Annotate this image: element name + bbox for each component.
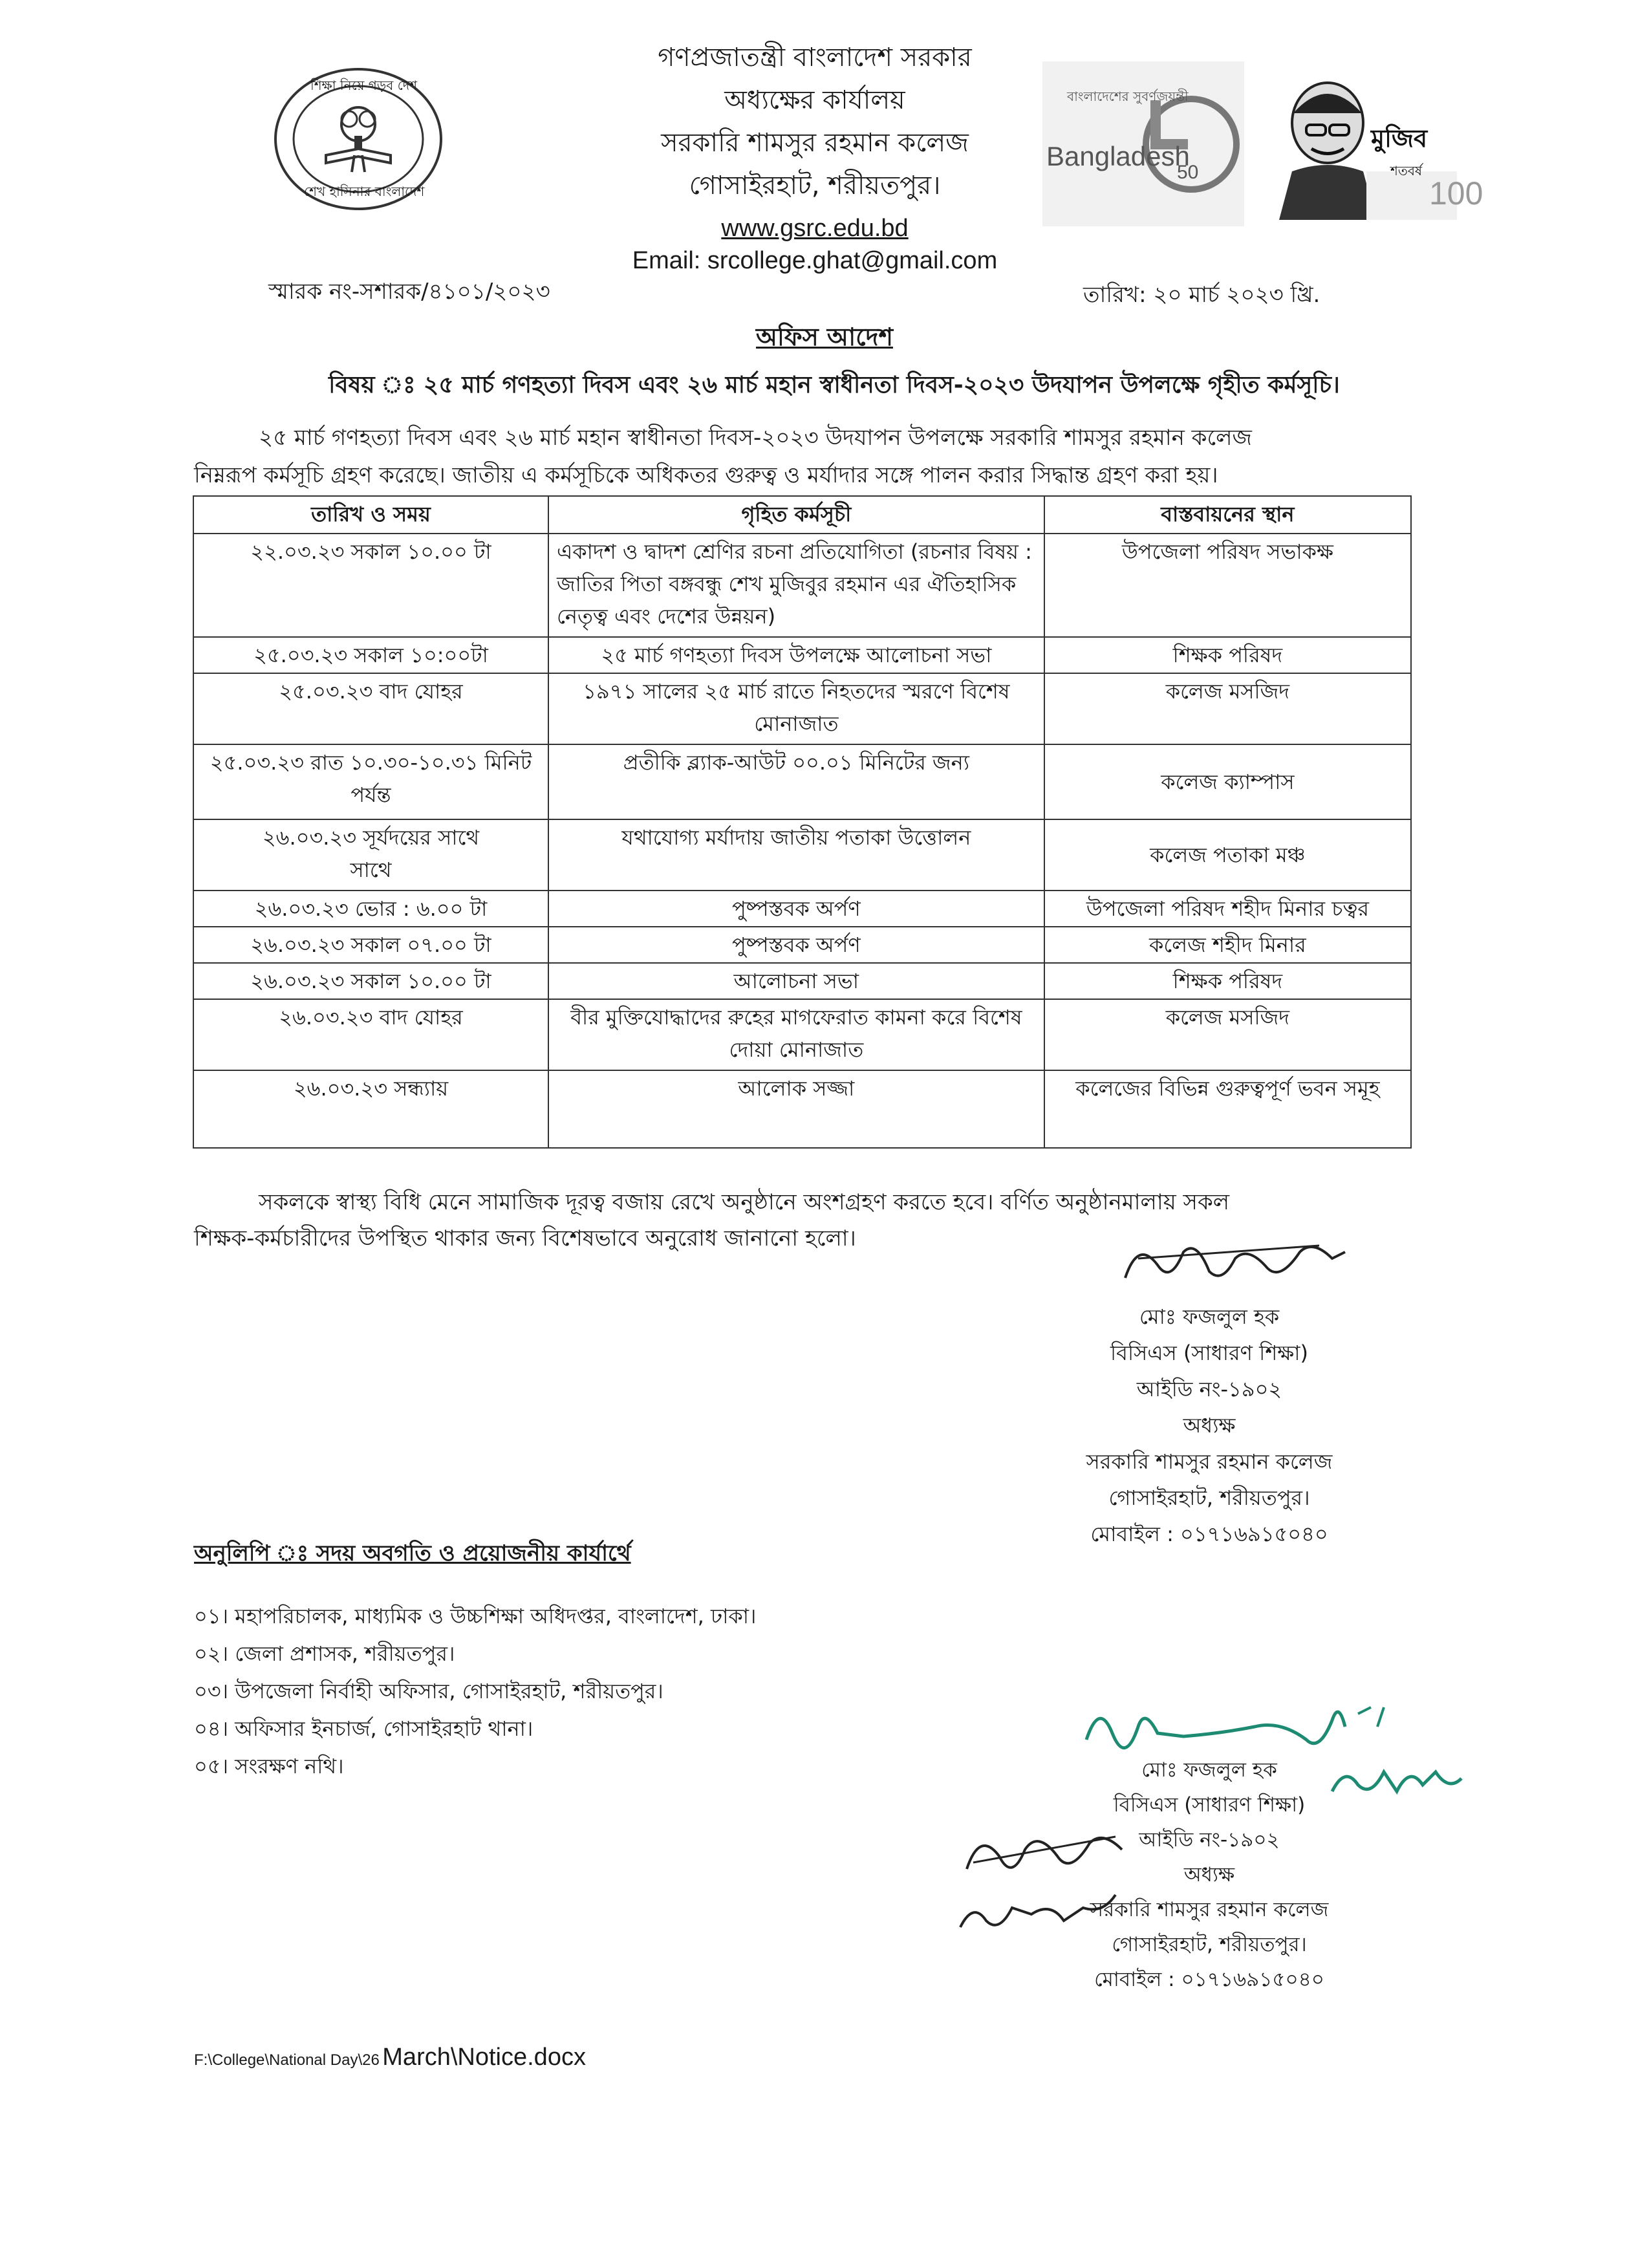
row-date: ২৫.০৩.২৩ রাত ১০.৩০-১০.৩১ মিনিট পর্যন্ত [193, 744, 548, 819]
table-row [193, 637, 1411, 673]
memo-reference: স্মারক নং-সশারক/৪১০১/২০২৩ [268, 279, 550, 305]
signatory-id: আইডি নং-১৯০২ [1136, 1377, 1282, 1401]
signatory-cadre: বিসিএস (সাধারণ শিক্ষা) [1110, 1341, 1308, 1365]
row-venue: শিক্ষক পরিষদ [1044, 963, 1411, 999]
mujib-word: মুজিব [1371, 124, 1428, 153]
row-venue: কলেজ মসজিদ [1044, 673, 1411, 744]
table-row [193, 673, 1411, 744]
closing-line-2: শিক্ষক-কর্মচারীদের উপস্থিত থাকার জন্য বিশেষভাবে অনুরোধ জানানো হলো। [194, 1226, 856, 1251]
row-venue: কলেজ শহীদ মিনার [1044, 927, 1411, 963]
signatory-block-2 [1009, 1753, 1410, 1997]
row-program: পুষ্পস্তবক অর্পণ [548, 891, 1044, 927]
mujib-sub: শতবর্ষ [1390, 163, 1422, 178]
table-row [193, 744, 1411, 819]
row-date: ২২.০৩.২৩ সকাল ১০.০০ টা [193, 534, 548, 637]
closing-line-1: সকলকে স্বাস্থ্য বিধি মেনে সামাজিক দূরত্ব বজায় রেখে অনুষ্ঠানে অংশগ্রহণ করতে হবে। বর্ণিত অনুষ্ঠানমালায় সকল [259, 1189, 1230, 1215]
row-date: ২৬.০৩.২৩ বাদ যোহর [193, 999, 548, 1070]
row-venue: কলেজ মসজিদ [1044, 999, 1411, 1070]
table-row [193, 891, 1411, 927]
row-program: প্রতীকি ব্ল্যাক-আউট ০০.০১ মিনিটের জন্য [548, 744, 1044, 819]
list-item: ০১। মহাপরিচালক, মাধ্যমিক ও উচ্চশিক্ষা অধিদপ্তর, বাংলাদেশ, ঢাকা। [194, 1604, 757, 1628]
signatory-cadre: বিসিএস (সাধারণ শিক্ষা) [1113, 1793, 1306, 1817]
header-address: গোসাইরহাট, শরীয়তপুর। [689, 171, 941, 200]
notice-title: অফিস আদেশ [756, 323, 893, 351]
signatory-designation: অধ্যক্ষ [1183, 1413, 1236, 1438]
header-website-link[interactable]: www.gsrc.edu.bd [721, 215, 909, 242]
header-email: Email: srcollege.ghat@gmail.com [632, 247, 998, 274]
table-header-row [193, 496, 1411, 534]
principal-signature-1 [1112, 1233, 1358, 1297]
row-date: ২৬.০৩.২৩ সন্ধ্যায় [193, 1070, 548, 1148]
signatory-name: মোঃ ফজলুল হক [1141, 1758, 1277, 1782]
table-row [193, 819, 1411, 891]
signatory-address: গোসাইরহাট, শরীয়তপুর। [1112, 1933, 1307, 1956]
signatory-institution: সরকারি শামসুর রহমান কলেজ [1090, 1898, 1329, 1921]
list-item: ০৪। অফিসার ইনচার্জ, গোসাইরহাট থানা। [194, 1716, 534, 1741]
row-venue: শিক্ষক পরিষদ [1044, 637, 1411, 673]
signatory-designation: অধ্যক্ষ [1183, 1863, 1235, 1886]
intro-line-2: নিম্নরূপ কর্মসূচি গ্রহণ করেছে। জাতীয় এ কর্মসূচিকে অধিকতর গুরুত্ব ও মর্যাদার সঙ্গে পালন করার সিদ্ধান্ত গ্রহণ করা হয়। [194, 462, 1218, 488]
signatory-institution: সরকারি শামসুর রহমান কলেজ [1086, 1449, 1333, 1474]
list-item: ০৩। উপজেলা নির্বাহী অফিসার, গোসাইরহাট, শরীয়তপুর। [194, 1679, 663, 1703]
row-venue: কলেজ পতাকা মঞ্চ [1044, 819, 1411, 891]
row-venue: উপজেলা পরিষদ শহীদ মিনার চত্বর [1044, 891, 1411, 927]
file-path-footer [194, 2044, 586, 2071]
intro-line-1: ২৫ মার্চ গণহত্যা দিবস এবং ২৬ মার্চ মহান স্বাধীনতা দিবস-২০২৩ উদযাপন উপলক্ষে সরকারি শামসুর রহমান কলেজ [259, 425, 1252, 451]
row-date: ২৬.০৩.২৩ সকাল ০৭.০০ টা [193, 927, 548, 963]
b50-word: Bangladesh [1046, 141, 1190, 171]
table-row [193, 963, 1411, 999]
table-row [193, 927, 1411, 963]
signatory-address: গোসাইরহাট, শরীয়তপুর। [1108, 1485, 1310, 1510]
row-program: আলোচনা সভা [548, 963, 1044, 999]
b50-number: 50 [1177, 162, 1199, 183]
row-venue: কলেজ ক্যাম্পাস [1044, 744, 1411, 819]
row-program: আলোক সজ্জা [548, 1070, 1044, 1148]
signatory-id: আইডি নং-১৯০২ [1139, 1828, 1280, 1852]
table-row [193, 1070, 1411, 1148]
header-venue: বাস্তবায়নের স্থান [1044, 496, 1411, 534]
header-office: অধ্যক্ষের কার্যালয় [724, 85, 905, 115]
row-program: পুষ্পস্তবক অর্পণ [548, 927, 1044, 963]
signatory-mobile: মোবাইল : ০১৭১৬৯১৫০৪০ [1094, 1968, 1324, 1991]
row-date: ২৫.০৩.২৩ সকাল ১০:০০টা [193, 637, 548, 673]
header-program: গৃহিত কর্মসূচী [548, 496, 1044, 534]
row-program: ১৯৭১ সালের ২৫ মার্চ রাতে নিহতদের স্মরণে বিশেষ মোনাজাত [548, 673, 1044, 744]
table-row [193, 534, 1411, 637]
copies-list [194, 1597, 756, 1785]
row-date: ২৬.০৩.২৩ ভোর : ৬.০০ টা [193, 891, 548, 927]
list-item: ০২। জেলা প্রশাসক, শরীয়তপুর। [194, 1641, 455, 1666]
table-row [193, 999, 1411, 1070]
row-program: একাদশ ও দ্বাদশ শ্রেণির রচনা প্রতিযোগিতা (রচনার বিষয় : জাতির পিতা বঙ্গবন্ধু শেখ মুজিবুর রহমান এর ঐতিহাসিক নেতৃত্ব এবং দেশের উন্নয়ন) [548, 534, 1044, 637]
signatory-name: মোঃ ফজলুল হক [1139, 1304, 1280, 1329]
seal-text-bottom: শেখ হাসিনার বাংলাদেশ [304, 184, 425, 199]
mujib-number: 100 [1429, 175, 1483, 211]
signatory-block-1 [1009, 1299, 1410, 1552]
file-path-prefix: F:\College\National Day\26 [194, 2051, 380, 2069]
row-program: যথাযোগ্য মর্যাদায় জাতীয় পতাকা উত্তোলন [548, 819, 1044, 891]
seal-text-top: শিক্ষা নিয়ে গড়ব দেশ [310, 78, 418, 93]
copies-title: অনুলিপি ঃ সদয় অবগতি ও প্রয়োজনীয় কার্যার্থে [194, 1540, 631, 1566]
row-venue: উপজেলা পরিষদ সভাকক্ষ [1044, 534, 1411, 637]
row-date: ২৬.০৩.২৩ সকাল ১০.০০ টা [193, 963, 548, 999]
header-college: সরকারি শামসুর রহমান কলেজ [661, 128, 969, 158]
list-item: ০৫। সংরক্ষণ নথি। [194, 1754, 344, 1778]
b50-caption: বাংলাদেশের সুবর্ণজয়ন্তী [1067, 89, 1189, 104]
memo-date: তারিখ: ২০ মার্চ ২০২৩ খ্রি. [1083, 282, 1320, 308]
row-date: ২৬.০৩.২৩ সূর্যদয়ের সাথে সাথে [193, 819, 548, 891]
row-date: ২৫.০৩.২৩ বাদ যোহর [193, 673, 548, 744]
file-path-filename: March\Notice.docx [382, 2044, 586, 2071]
header-date-time: তারিখ ও সময় [193, 496, 548, 534]
row-program: বীর মুক্তিযোদ্ধাদের রুহের মাগফেরাত কামনা করে বিশেষ দোয়া মোনাজাত [548, 999, 1044, 1070]
row-venue: কলেজের বিভিন্ন গুরুত্বপূর্ণ ভবন সমূহ [1044, 1070, 1411, 1148]
row-program: ২৫ মার্চ গণহত্যা দিবস উপলক্ষে আলোচনা সভা [548, 637, 1044, 673]
notice-subject: বিষয় ঃ ২৫ মার্চ গণহত্যা দিবস এবং ২৬ মার্চ মহান স্বাধীনতা দিবস-২০২৩ উদযাপন উপলক্ষে গৃহীত কর্মসূচি। [329, 372, 1340, 398]
program-schedule-table [193, 495, 1412, 1149]
header-government: গণপ্রজাতন্ত্রী বাংলাদেশ সরকার [658, 43, 972, 72]
signatory-mobile: মোবাইল : ০১৭১৬৯১৫০৪০ [1090, 1522, 1328, 1546]
